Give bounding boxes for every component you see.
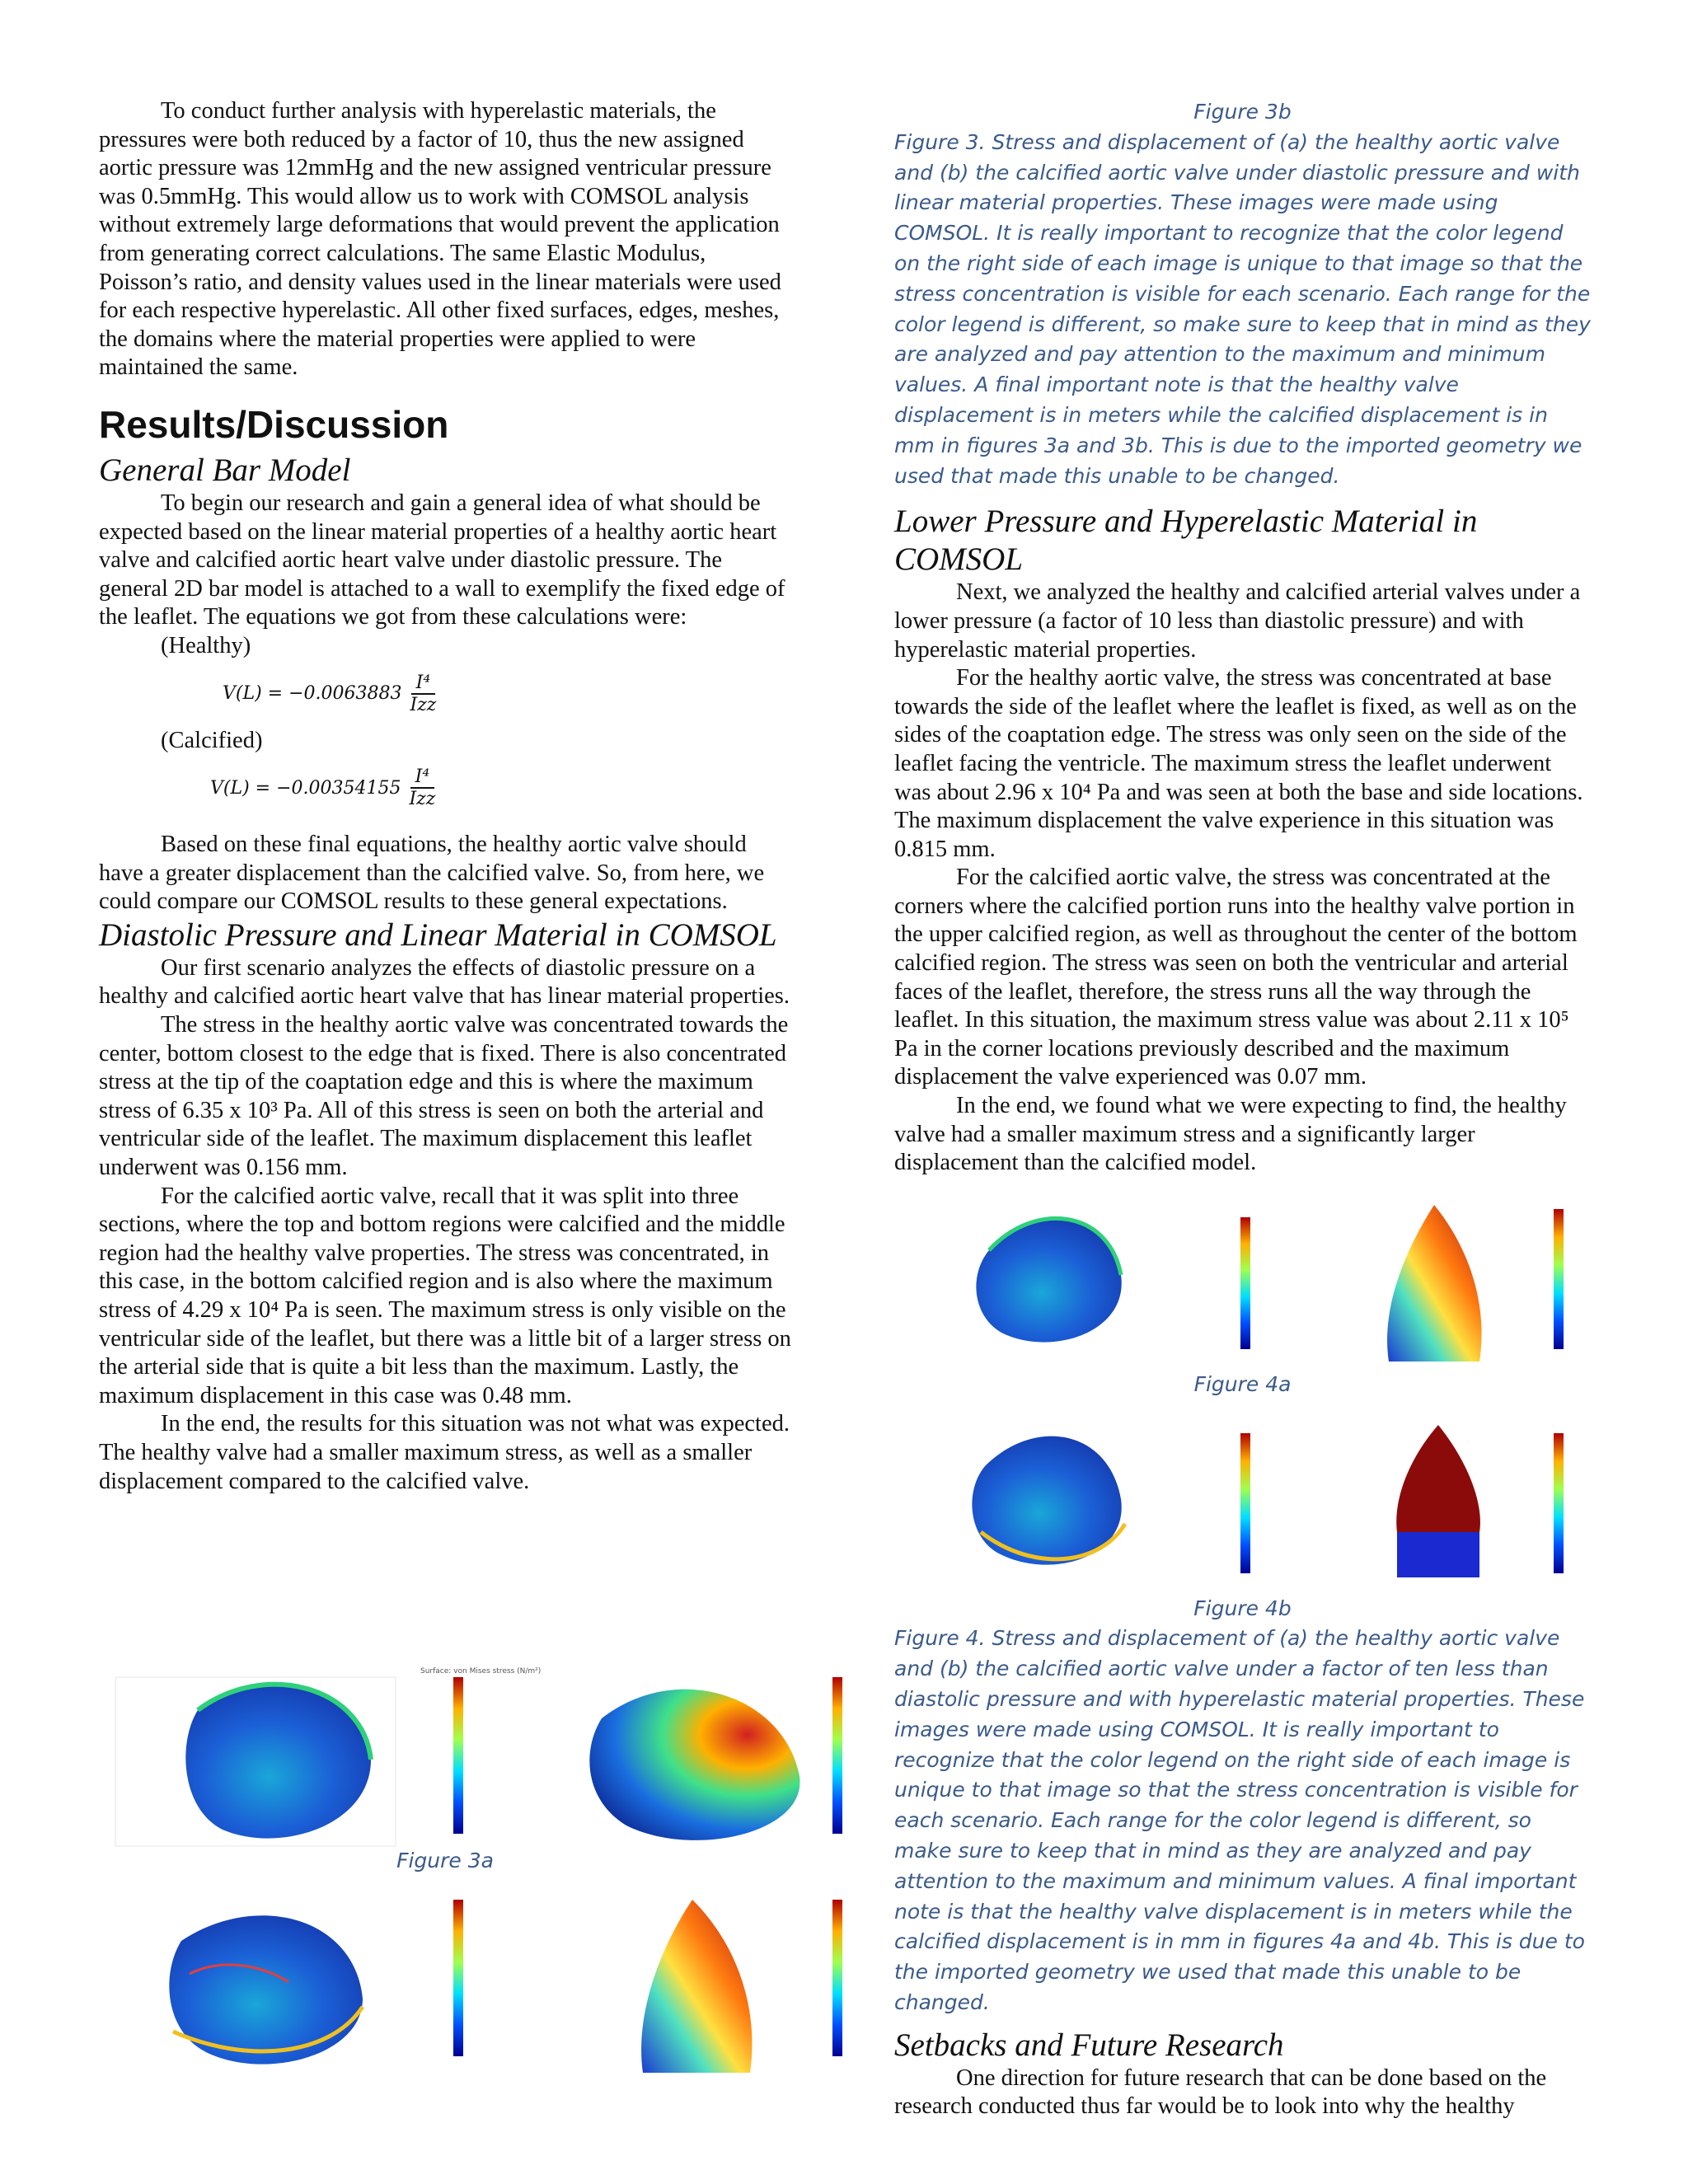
figure-3a-label: Figure 3a [396,1849,494,1872]
equation-healthy-lhs: V(L) = −0.0063883 [223,683,402,704]
fig4b-displacement-plot [1396,1425,1564,1577]
figure-4-caption: Figure 4. Stress and displacement of (a) the healthy aortic valve and (b) the calcified aortic valve under a factor of ten less than diastolic pressure and with hyperelastic material properties. These images were made using COMSOL. It is really important to recognize that the color legend on the right side of each image is unique to that image so that the stress concentration is visible for each scenario. Each range for the color legend is different, so make sure to keep that in mind as they are analyzed and pay attention to the maximum and minimum values. A final important note is that the healthy valve displacement is in meters while the calcified displacement is in mm in figures 4a and 4b. This is due to the imported geometry we used that made this unable to be changed. [894,1626,1585,2014]
heading-diastolic: Diastolic Pressure and Linear Material in COMSOL [99,916,777,953]
equation-denominator: Izz [409,789,436,810]
figure-3b-label: Figure 3b [1193,100,1292,124]
paragraph-intro: To conduct further analysis with hyperelastic materials, the pressures were both reduced by a factor of 10, thus the new assigned aortic pressure was 12mmHg and the new assigned ventricular pressure was 0.5mmHg. This would allow us to work with COMSOL analysis without extremely large deformations that would prevent the application from generating correct calculations. The same Elastic Modulus, Poisson’s ratio, and density values used in the linear materials were used for each respective hyperelastic. All other fixed surfaces, edges, meshes, the domains where the material properties were applied to were maintained the same. [99,98,781,381]
paragraph-first-scenario: Our first scenario analyzes the effects of diastolic pressure on a healthy and calcified aortic heart valve that has linear material properties. [99,954,790,1010]
fig3a-displacement-plot [589,1677,842,1840]
equation-numerator: I⁴ [410,766,435,789]
figure-3b-images [99,1883,857,2089]
figure-4b-images [894,1408,1591,1594]
figure-4b-plots [894,1408,1591,1594]
label-healthy: (Healthy) [161,632,251,658]
paragraph-setbacks: One direction for future research that can be done based on the research conducted thus far would be to look into why the healthy [894,2064,1547,2120]
equation-numerator: I⁴ [411,673,436,695]
heading-lower-pressure: Lower Pressure and Hyperelastic Material in COMSOL [894,504,1478,578]
figure-3b-plots [99,1883,857,2089]
paragraph-calcified-hyper: For the calcified aortic valve, the stress was concentrated at the corners where the calcified portion runs into the healthy valve portion in the upper calcified region, as well as throughout the center of the bottom calcified region. The stress was seen on both the ventricular and arterial faces of the leaflet, therefore, the stress runs all the way through the leaflet. In this situation, the maximum stress value was about 2.11 x 10⁵ Pa in the corner locations previously described and the maximum displacement the valve experienced was 0.07 mm. [894,865,1578,1090]
paragraph-based: Based on these final equations, the healthy aortic valve should have a greater displacement than the calcified valve. So, from here, we could compare our COMSOL results to these general expectations. [99,832,765,915]
fig4a-stress-plot [976,1217,1250,1349]
paragraph-stress-healthy: The stress in the healthy aortic valve was concentrated towards the center, bottom closest to the edge that is fixed. There is also concentrated stress at the tip of the coaptation edge and this is where the maximum stress of 6.35 x 10³ Pa. All of this stress is seen on both the arterial and ventricular side of the leaflet. The maximum displacement this leaflet underwent was 0.156 mm. [99,1012,789,1181]
paragraph-end-hyper: In the end, we found what we were expecting to find, the healthy valve had a smaller maximum stress and a significantly larger displacement than the calcified model. [894,1093,1567,1176]
right-column [894,97,1591,2121]
heading-general-bar-model: General Bar Model [99,452,351,488]
heading-setbacks: Setbacks and Future Research [894,2027,1284,2063]
equation-healthy-fraction [410,673,437,715]
figure-4a-label: Figure 4a [1193,1371,1292,1396]
paragraph-calcified: For the calcified aortic valve, recall that it was split into three sections, where the top and bottom regions were calcified and the middle region had the healthy valve properties. The stress was concentrated, in this case, in the bottom calcified region and is also where the maximum stress of 4.29 x 10⁴ Pa is seen. The maximum stress is only visible on the ventricular side of the leaflet, but there was a little bit of a larger stress on the arterial side that is quite a bit less than the maximum. Lastly, the maximum displacement in this case was 0.48 mm. [99,1183,791,1408]
equation-denominator: Izz [410,694,437,715]
figure-3a-plots [99,1661,857,1867]
figure-3-caption: Figure 3. Stress and displacement of (a) the healthy aortic valve and (b) the calcified aortic valve under diastolic pressure and with linear material properties. These images were made using COMSOL. It is really important to recognize that the color legend on the right side of each image is unique to that image so that the stress concentration is visible for each scenario. Each range for the color legend is different, so make sure to keep that in mind as they are analyzed and pay attention to the maximum and minimum values. A final important note is that the healthy valve displacement is in meters while the calcified displacement is in mm in figures 3a and 3b. This is due to the imported geometry we used that made this unable to be changed. [894,129,1591,488]
fig4b-stress-plot [972,1433,1250,1573]
left-column [99,97,795,1496]
fig3b-displacement-plot [641,1900,842,2073]
equation-calcified [210,755,795,821]
equation-calcified-lhs: V(L) = −0.00354155 [210,777,401,799]
figure-3a-images [99,1661,857,1867]
fig3a-stress-plot [115,1667,541,1846]
label-calcified: (Calcified) [161,727,263,753]
figure-4b-label: Figure 4b [1193,1596,1292,1620]
figure-4a-images [894,1184,1591,1370]
equation-healthy [223,661,795,727]
svg-text:Surface: von Mises stress (N/m: Surface: von Mises stress (N/m²) [420,1667,542,1675]
equation-calcified-fraction [409,766,435,809]
paragraph-general: To begin our research and gain a general idea of what should be expected based on the linear material properties of a healthy aortic heart valve and calcified aortic heart valve under diastolic pressure. The general 2D bar model is attached to a wall to exemplify the fixed edge of the leaflet. The equations we got from these calculations were: [99,490,785,630]
paragraph-next: Next, we analyzed the healthy and calcified arterial valves under a lower pressure (a factor of 10 less than diastolic pressure) and with hyperelastic material properties. [894,579,1581,663]
fig3b-stress-plot [169,1900,463,2064]
paragraph-healthy-hyper: For the healthy aortic valve, the stress was concentrated at base towards the side of the leaflet where the leaflet is fixed, as well as on the sides of the coaptation edge. The stress was only seen on the side of the leaflet facing the ventricle. The maximum stress the leaflet underwent was about 2.96 x 10⁴ Pa and was seen at both the base and side locations. The maximum displacement the valve experience in this situation was 0.815 mm. [894,665,1583,862]
figure-4a-plots [894,1184,1591,1370]
fig4a-displacement-plot [1387,1205,1564,1361]
heading-results-discussion: Results/Discussion [99,402,449,446]
paragraph-end: In the end, the results for this situation was not what was expected. The healthy valve had a smaller maximum stress, as well as a smaller displacement compared to the calcified valve. [99,1411,790,1494]
